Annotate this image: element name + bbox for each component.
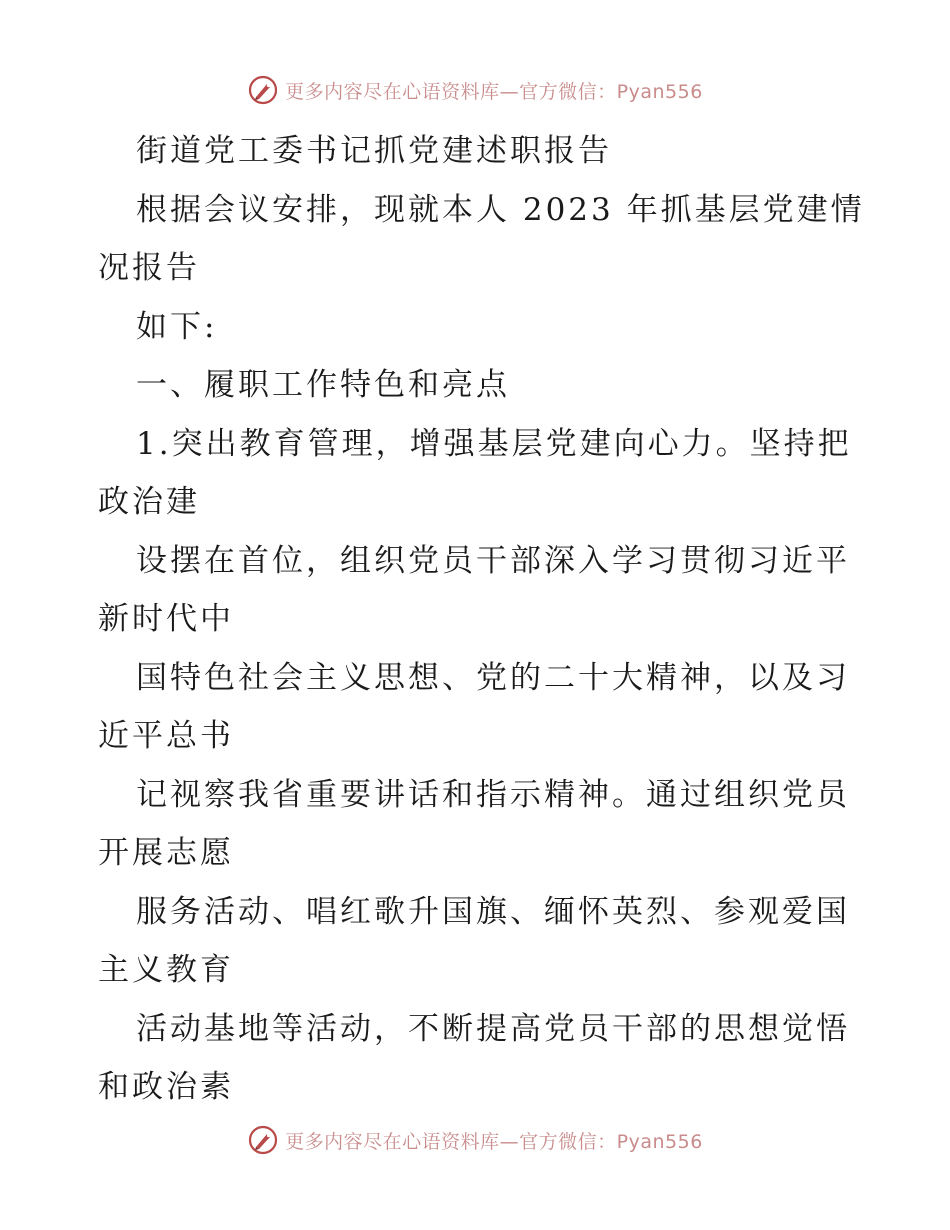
document-title: 街道党工委书记抓党建述职报告: [136, 133, 612, 169]
text-line: 设摆在首位，组织党员干部深入学习贯彻习近平: [136, 542, 850, 579]
pen-logo-icon: [247, 74, 279, 106]
text-line: 活动基地等活动，不断提高党员干部的思想觉悟: [136, 1010, 850, 1047]
watermark-text: 更多内容尽在心语资料库—官方微信：Pyan556: [285, 80, 703, 103]
text-line: 新时代中: [98, 601, 234, 637]
watermark-header: [0, 70, 950, 110]
document-body: [98, 122, 865, 1117]
watermark-text: 更多内容尽在心语资料库—官方微信：Pyan556: [285, 1130, 703, 1153]
text-line: 主义教育: [98, 952, 234, 988]
text-line: 一、履职工作特色和亮点: [136, 367, 510, 403]
text-line: 开展志愿: [98, 835, 234, 871]
text-line: 记视察我省重要讲话和指示精神。通过组织党员: [136, 776, 850, 813]
pen-logo-icon: [247, 1124, 279, 1156]
text-line: 政治建: [98, 484, 200, 520]
text-line: 1.突出教育管理，增强基层党建向心力。坚持把: [136, 425, 852, 462]
text-line: 和政治素: [98, 1069, 234, 1105]
text-line: 况报告: [98, 250, 200, 286]
text-line: 服务活动、唱红歌升国旗、缅怀英烈、参观爱国: [136, 893, 850, 930]
text-line: 根据会议安排，现就本人 2023 年抓基层党建情: [136, 191, 865, 228]
text-line: 国特色社会主义思想、党的二十大精神，以及习: [136, 659, 850, 696]
text-line: 如下:: [136, 308, 218, 345]
text-line: 近平总书: [98, 718, 234, 754]
watermark-footer: [0, 1120, 950, 1160]
